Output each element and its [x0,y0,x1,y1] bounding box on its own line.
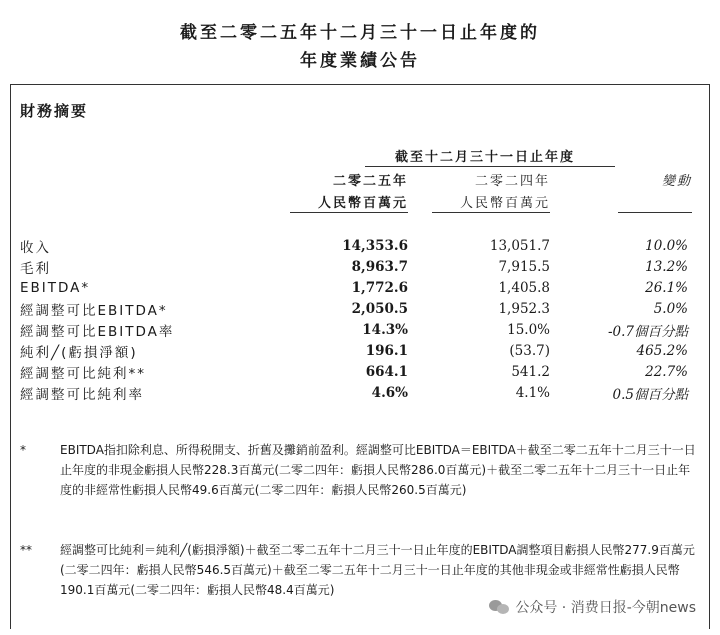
previous-unit-header: 人民幣百萬元 [459,196,550,211]
change-header: 變動 [661,174,692,189]
table-row [20,319,688,340]
footnote-mark: * [20,443,26,457]
previous-year-value: 541.2 [511,363,550,380]
current-year-value: 196.1 [365,342,408,359]
row-label: EBITDA* [20,279,91,296]
previous-year-value: 4.1% [515,384,550,401]
current-year-header: 二零二五年 [332,174,408,189]
footnote-ebitda [20,440,700,500]
change-value: 13.2% [645,258,688,275]
change-value: 0.5個百分點 [612,386,688,403]
watermark-text: 公众号 · 消费日报-今朝news [515,600,696,616]
table-row [20,235,688,256]
previous-header-underline [432,212,550,213]
row-label: 經調整可比純利率 [20,386,144,403]
table-row [20,277,688,298]
section-title: 財務摘要 [20,102,89,120]
change-value: 10.0% [645,237,688,254]
watermark [485,595,700,619]
table-row [20,256,688,277]
change-value: -0.7個百分點 [607,323,688,340]
previous-year-header: 二零二四年 [474,174,550,189]
change-value: 22.7% [645,363,688,380]
current-unit-header: 人民幣百萬元 [317,196,408,211]
change-header-underline [618,212,692,213]
current-year-value: 14,353.6 [342,237,408,254]
table-row [20,382,688,403]
current-year-value: 1,772.6 [351,279,408,296]
period-underline [365,166,615,167]
current-year-value: 2,050.5 [351,300,408,317]
period-header: 截至十二月三十一日止年度 [394,150,575,165]
table-row [20,340,688,361]
financial-summary-table [20,235,688,403]
row-label: 經調整可比EBITDA率 [20,323,175,340]
footnote-text: EBITDA指扣除利息、所得税開支、折舊及攤銷前盈利。經調整可比EBITDA＝EBITDA＋截至二零二五年十二月三十一日止年度的非現金虧損人民幣228.3百萬元(二零二四年：虧損人民幣286.0百萬元)＋截至二零二五年十二月三十一日止年度的非經常性虧損人民幣49.6百萬元(二零二四年：虧損人民幣260.5百萬元) [60,443,696,497]
table-row [20,361,688,382]
row-label: 經調整可比純利** [20,365,146,382]
previous-year-value: (53.7) [509,342,550,359]
wechat-icon [489,599,509,615]
current-year-value: 8,963.7 [351,258,408,275]
change-value: 5.0% [653,300,688,317]
previous-year-value: 15.0% [507,321,550,338]
change-value: 26.1% [645,279,688,296]
previous-year-value: 1,405.8 [498,279,550,296]
change-value: 465.2% [636,342,688,359]
current-year-value: 14.3% [362,321,408,338]
footnote-mark: ** [20,543,32,557]
announcement-title-line1: 截至二零二五年十二月三十一日止年度的 [180,23,540,43]
row-label: 毛利 [20,260,51,277]
footnote-text: 經調整可比純利＝純利╱(虧損淨額)＋截至二零二五年十二月三十一日止年度的EBITDA調整項目虧損人民幣277.9百萬元(二零二四年：虧損人民幣546.5百萬元)＋截至二零二五年十二月三十一日止年度的其他非現金或非經常性虧損人民幣190.1百萬元(二零二四年：虧損人民幣48.4百萬元) [60,543,695,597]
previous-year-value: 13,051.7 [489,237,550,254]
table-row [20,298,688,319]
row-label: 收入 [20,239,51,256]
row-label: 經調整可比EBITDA* [20,302,168,319]
announcement-title-line2: 年度業績公告 [300,51,420,71]
previous-year-value: 7,915.5 [498,258,550,275]
current-year-value: 4.6% [371,384,408,401]
current-header-underline [290,212,408,213]
footnote-net-profit [20,540,700,600]
previous-year-value: 1,952.3 [498,300,550,317]
current-year-value: 664.1 [365,363,408,380]
row-label: 純利╱(虧損淨額) [20,344,138,361]
